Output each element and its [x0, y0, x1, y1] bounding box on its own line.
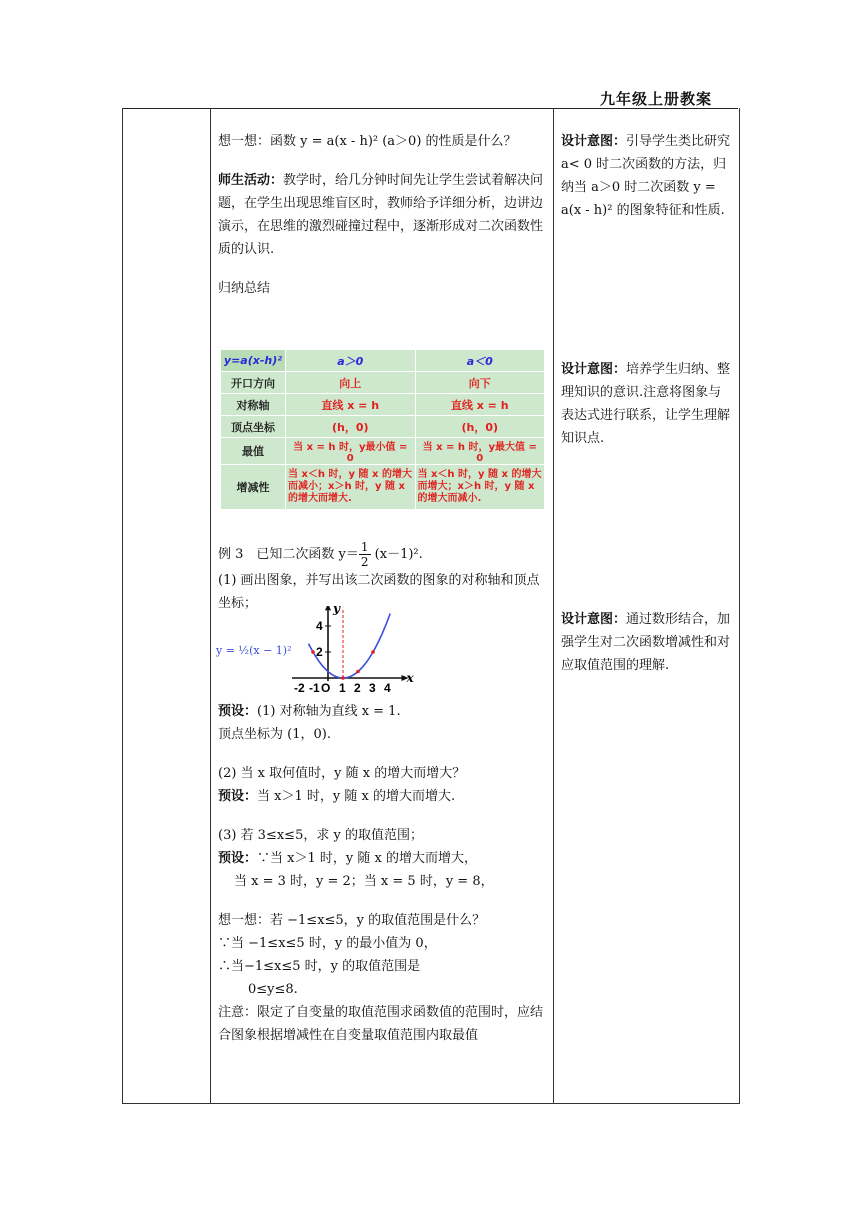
y-axis-label: y [333, 606, 340, 616]
table-head-0: y=a(x-h)² [221, 350, 286, 372]
summary-table [220, 349, 545, 510]
x-tick-label: 1 [339, 681, 346, 695]
design-intent-label: 设计意图： [561, 362, 627, 377]
activity-text: 教学时，给几分钟时间先让学生尝试着解决问题，在学生出现思维盲区时，教师给予详细分析，边讲边演示，在思维的激烈碰撞过程中，逐渐形成对二次函数性质的认识. [218, 173, 544, 257]
think-question-1: 想一想：函数 y = a(x - h)² (a＞0) 的性质是什么？ [218, 134, 517, 149]
table-cell: 直线 x = h [286, 394, 416, 416]
design-intent-1 [561, 130, 733, 222]
table-cell: 直线 x = h [415, 394, 545, 416]
design-intent-2 [561, 358, 733, 450]
x-axis-label: x [406, 671, 414, 685]
table-cell: 向下 [415, 372, 545, 394]
table-row-label: 顶点坐标 [221, 416, 286, 438]
design-intent-label: 设计意图： [561, 612, 627, 627]
table-row-label: 增减性 [221, 465, 286, 510]
table-cell: (h，0) [415, 416, 545, 438]
table-row-label: 对称轴 [221, 394, 286, 416]
table-cell: (h，0) [286, 416, 416, 438]
data-point [356, 670, 360, 674]
design-intent-text: 通过数形结合，加强学生对二次函数增减性和对应取值范围的理解. [561, 612, 731, 673]
think-answer-a: ∵当 −1≤x≤5 时，y 的最小值为 0， [218, 936, 437, 951]
think-answer-b: ∴当−1≤x≤5 时，y 的取值范围是 [218, 959, 421, 974]
data-point [341, 676, 345, 680]
summary-title: 归纳总结 [218, 281, 271, 296]
page-header-title: 九年级上册教案 [600, 90, 713, 108]
table-cell: 当 x = h 时，y最大值 = 0 [415, 438, 545, 465]
think-answer-c: 0≤y≤8. [248, 982, 298, 997]
parabola-graph [214, 606, 414, 698]
design-intent-label: 设计意图： [561, 134, 627, 149]
answer-1a: (1) 对称轴为直线 x = 1. [257, 704, 401, 719]
preset-label: 预设： [218, 704, 258, 719]
note-paragraph: 注意：限定了自变量的取值范围求函数值的范围时，应结合图象根据增减性在自变量取值范围内取最值 [218, 1005, 544, 1043]
table-cell: 当 x＜h 时，y 随 x 的增大而减小；x＞h 时，y 随 x 的增大而增大. [286, 465, 416, 510]
activity-paragraph [218, 169, 546, 261]
data-point [371, 650, 375, 654]
data-point [311, 650, 315, 654]
question-1: (1) 画出图象，并写出该二次函数的图象的对称轴和顶点坐标； [218, 573, 540, 611]
activity-label: 师生活动： [218, 173, 284, 188]
example-title: 例 3 已知二次函数 y＝ $\frac{1}{2}$ (x－1)². [218, 540, 423, 569]
preset-label: 预设： [218, 851, 258, 866]
answer-2: 当 x＞1 时，y 随 x 的增大而增大. [257, 789, 456, 804]
preset-label: 预设： [218, 789, 258, 804]
main-content-column [218, 130, 546, 300]
x-tick-label: -2 [294, 681, 305, 695]
answer-3b: 当 x = 3 时，y = 2；当 x = 5 时，y = 8， [234, 874, 494, 889]
table-head-1: a＞0 [286, 350, 416, 372]
design-intent-text: 培养学生归纳、整理知识的意识.注意将图象与表达式进行联系，让学生理解知识点. [561, 362, 731, 446]
table-row-label: 开口方向 [221, 372, 286, 394]
answers-block [218, 700, 546, 1047]
design-intent-3 [561, 608, 733, 677]
x-tick-label: O [321, 681, 331, 695]
answer-1b: 顶点坐标为 (1，0). [218, 727, 331, 742]
column-divider-1 [210, 108, 211, 1104]
y-axis-arrow [325, 606, 331, 610]
example-block [218, 540, 546, 615]
table-cell: 向上 [286, 372, 416, 394]
y-tick-label: 4 [316, 619, 323, 633]
fraction: $\frac{1}{2}$ [360, 540, 369, 569]
think-question-2: 想一想：若 −1≤x≤5，y 的取值范围是什么？ [218, 913, 486, 928]
table-head-2: a＜0 [415, 350, 545, 372]
column-divider-2 [553, 108, 554, 1104]
question-3: (3) 若 3≤x≤5，求 y 的取值范围； [218, 828, 423, 843]
table-row-label: 最值 [221, 438, 286, 465]
x-tick-label: -1 [309, 681, 320, 695]
table-cell: 当 x = h 时，y最小值 = 0 [286, 438, 416, 465]
x-tick-label: 2 [354, 681, 361, 695]
design-intent-text: 引导学生类比研究 a< 0 时二次函数的方法，归纳当 a＞0 时二次函数 y = a(x - h)² 的图象特征和性质. [561, 134, 731, 218]
y-tick-label: 2 [316, 645, 323, 659]
graph-formula-label: y = ½(x − 1)² [216, 644, 292, 657]
question-2: (2) 当 x 取何值时，y 随 x 的增大而增大？ [218, 766, 466, 781]
table-cell: 当 x＜h 时，y 随 x 的增大而增大；x＞h 时，y 随 x 的增大而减小. [415, 465, 545, 510]
x-tick-label: 4 [384, 681, 391, 695]
answer-3a: ∵当 x＞1 时，y 随 x 的增大而增大， [257, 851, 477, 866]
x-tick-label: 3 [369, 681, 376, 695]
